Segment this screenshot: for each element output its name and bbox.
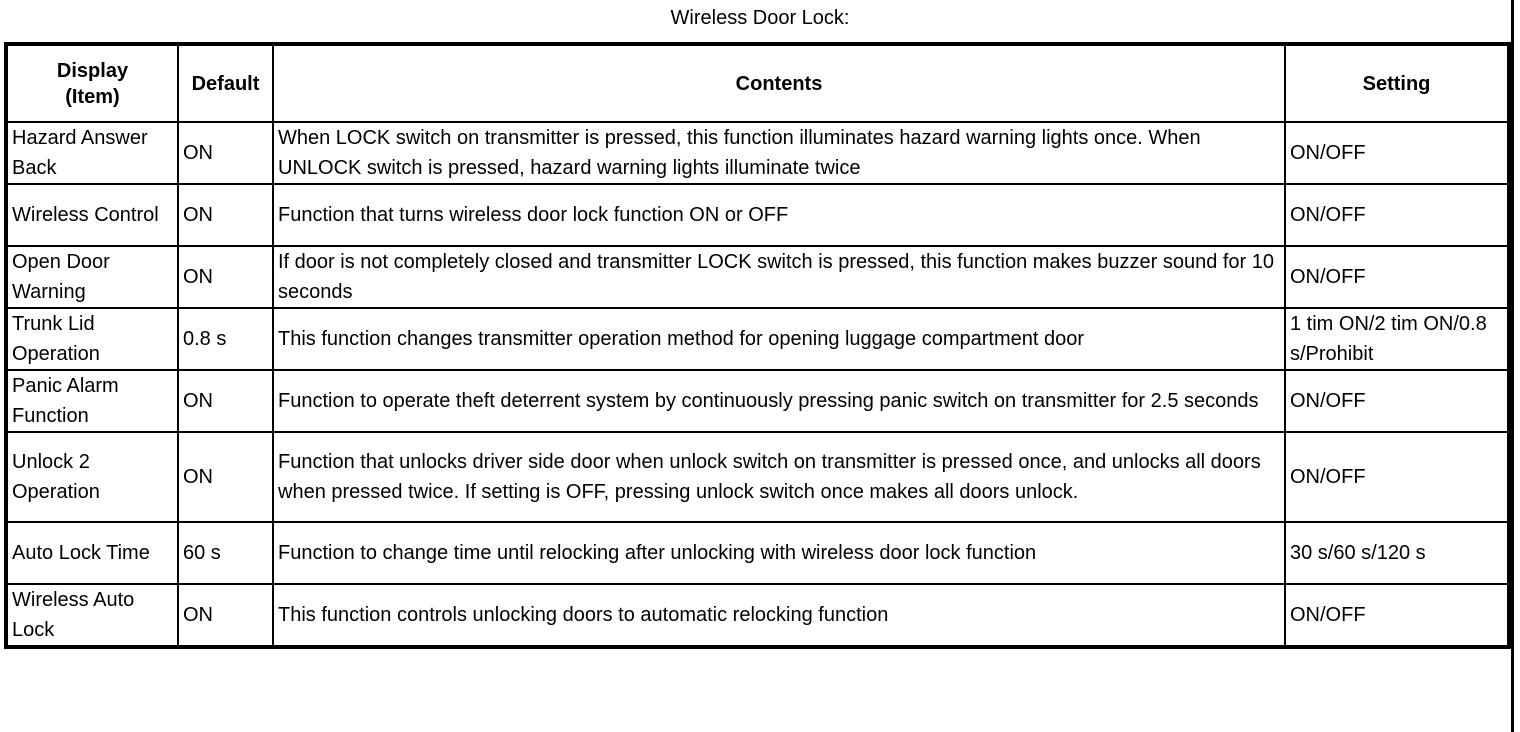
table-row	[6, 432, 1509, 522]
cell-display-item: Wireless Control	[6, 184, 178, 246]
cell-default: 60 s	[178, 522, 273, 584]
page-title: Wireless Door Lock:	[670, 7, 850, 29]
cell-setting: 1 tim ON/2 tim ON/0.8 s/Prohibit	[1285, 308, 1509, 370]
column-header-display-item: Display (Item)	[6, 44, 178, 122]
cell-contents: Function to change time until relocking after unlocking with wireless door lock function	[273, 522, 1285, 584]
cell-contents: Function that unlocks driver side door when unlock switch on transmitter is pressed once, and unlocks all doors when pressed twice. If setting is OFF, pressing unlock switch once makes all doors unlock.	[273, 432, 1285, 522]
cell-display-item: Trunk Lid Operation	[6, 308, 178, 370]
cell-default: ON	[178, 584, 273, 647]
cell-display-item: Open Door Warning	[6, 246, 178, 308]
cell-setting: ON/OFF	[1285, 246, 1509, 308]
cell-default: ON	[178, 432, 273, 522]
cell-contents: This function changes transmitter operation method for opening luggage compartment door	[273, 308, 1285, 370]
table-row	[6, 122, 1509, 184]
column-header-default: Default	[178, 44, 273, 122]
table-row	[6, 584, 1509, 647]
table-header-row	[6, 44, 1509, 122]
cell-default: ON	[178, 122, 273, 184]
cell-setting: ON/OFF	[1285, 122, 1509, 184]
cell-display-item: Hazard Answer Back	[6, 122, 178, 184]
cell-contents: This function controls unlocking doors to automatic relocking function	[273, 584, 1285, 647]
cell-display-item: Wireless Auto Lock	[6, 584, 178, 647]
cell-setting: ON/OFF	[1285, 370, 1509, 432]
table-row	[6, 522, 1509, 584]
table-row	[6, 246, 1509, 308]
cell-contents: If door is not completely closed and transmitter LOCK switch is pressed, this function makes buzzer sound for 10 seconds	[273, 246, 1285, 308]
cell-setting: ON/OFF	[1285, 184, 1509, 246]
cell-default: 0.8 s	[178, 308, 273, 370]
page-edge-rule	[1511, 0, 1514, 732]
table-row	[6, 184, 1509, 246]
column-header-contents: Contents	[273, 44, 1285, 122]
cell-default: ON	[178, 184, 273, 246]
cell-setting: ON/OFF	[1285, 432, 1509, 522]
column-header-setting: Setting	[1285, 44, 1509, 122]
cell-setting: ON/OFF	[1285, 584, 1509, 647]
cell-display-item: Panic Alarm Function	[6, 370, 178, 432]
cell-contents: Function that turns wireless door lock function ON or OFF	[273, 184, 1285, 246]
cell-default: ON	[178, 246, 273, 308]
cell-contents: Function to operate theft deterrent system by continuously pressing panic switch on transmitter for 2.5 seconds	[273, 370, 1285, 432]
cell-default: ON	[178, 370, 273, 432]
cell-setting: 30 s/60 s/120 s	[1285, 522, 1509, 584]
cell-display-item: Auto Lock Time	[6, 522, 178, 584]
settings-table	[4, 42, 1511, 649]
cell-contents: When LOCK switch on transmitter is pressed, this function illuminates hazard warning lights once. When UNLOCK switch is pressed, hazard warning lights illuminate twice	[273, 122, 1285, 184]
table-row	[6, 308, 1509, 370]
table-row	[6, 370, 1509, 432]
cell-display-item: Unlock 2 Operation	[6, 432, 178, 522]
